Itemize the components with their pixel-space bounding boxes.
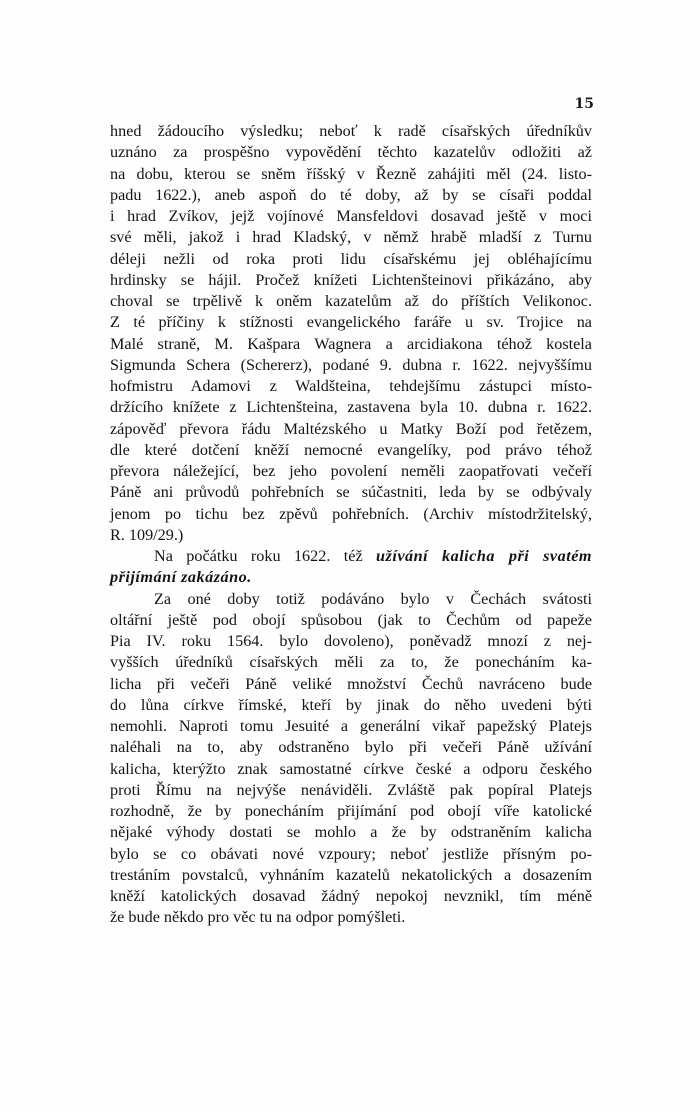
line-text: Z té příčiny k stížnosti evangelického faráře u sv. Trojice na	[110, 313, 592, 332]
text-line	[110, 164, 592, 185]
line-text: choval se trpělivě k oněm kazatelům až do příštích Velikonoc.	[110, 292, 592, 310]
line-text: rozhodně, že by ponecháním přijímání pod obojí víře katolické	[110, 802, 592, 820]
line-text: do lůna církve římské, kteří by jinak do něho uvedeni býti	[110, 695, 592, 714]
text-line	[110, 249, 592, 270]
text-line	[110, 504, 592, 525]
line-text: dle které dotčení kněží nemocné evangelíky, pod právo téhož	[110, 440, 592, 459]
text-line	[110, 907, 592, 928]
text-line	[110, 461, 592, 482]
text-line	[110, 567, 592, 588]
line-text: oltářní ještě pod obojí spůsobou (jak to Čechům od papeže	[110, 610, 592, 629]
text-line	[110, 291, 592, 312]
line-text: hrdinsky se hájil. Pročež knížeti Lichtenšteinovi přikázáno, aby	[110, 270, 592, 289]
text-line	[110, 419, 592, 440]
line-text: Na počátku roku 1622. též	[154, 547, 377, 565]
line-text: jenom po tichu bez zpěvů pohřebních. (Archiv místodržitelský,	[110, 504, 592, 523]
text-line	[110, 695, 592, 716]
text-line	[110, 844, 592, 865]
text-line	[110, 865, 592, 886]
line-text: že bude někdo pro věc tu na odpor pomýšleti.	[110, 908, 406, 927]
text-line	[110, 801, 592, 822]
text-line	[110, 440, 592, 461]
text-line	[110, 610, 592, 631]
text-line	[110, 355, 592, 376]
line-text: licha při večeři Páně veliké množství Čechů navráceno bude	[110, 674, 592, 693]
line-text: Za oné doby totiž podáváno bylo v Čechách svátosti	[154, 589, 592, 608]
text-line	[110, 206, 592, 227]
line-text: naléhali na to, aby odstraněno bylo při večeři Páně užívání	[110, 738, 592, 757]
line-text: hofmistru Adamovi z Waldšteina, tehdejšímu zástupci místo-	[110, 377, 592, 395]
line-text: převora náležející, bez jeho povolení neměli zaopatřovati večeří	[110, 462, 592, 480]
line-text: na dobu, kterou se sněm říšský v Řezně zahájiti měl (24. listo-	[110, 164, 592, 183]
text-line	[110, 185, 592, 206]
text-line	[110, 312, 592, 333]
text-line	[110, 525, 592, 546]
line-text: trestáním povstalců, vyhnáním kazatelů nekatolických a dosazením	[110, 865, 592, 884]
line-text: Sigmunda Schera (Schererz), podané 9. dubna r. 1622. nejvyššímu	[110, 355, 592, 374]
text-line	[110, 822, 592, 843]
line-text: nějaké výhody dostati se mohlo a že by odstraněním kalicha	[110, 823, 592, 842]
text-line	[110, 142, 592, 163]
line-text: déleji nežli od roka proti lidu císařskému jej obléhajícímu	[110, 249, 592, 268]
line-text: zápověď převora řádu Maltézského u Matky Boží pod řetězem,	[110, 419, 592, 438]
text-line	[110, 780, 592, 801]
line-text: držícího knížete z Lichtenšteina, zastavena byla 10. dubna r. 1622.	[110, 398, 592, 417]
line-text: proti Římu na nejvýše nenáviděli. Zvláště pak popíral Platejs	[110, 780, 592, 799]
line-text: R. 109/29.)	[110, 525, 184, 544]
body-text	[110, 121, 592, 929]
line-text: Malé straně, M. Kašpara Wagnera a arcidiakona téhož kostela	[110, 334, 592, 353]
text-line	[110, 397, 592, 418]
line-text: kalicha, kterýžto znak samostatné církve české a odporu českého	[110, 759, 592, 778]
line-text: hned žádoucího výsledku; neboť k radě císařských úředníkův	[110, 122, 592, 140]
emphasized-text: užívání kalicha při svatém	[376, 547, 592, 565]
text-line	[110, 334, 592, 355]
text-line	[110, 227, 592, 248]
text-line	[110, 589, 592, 610]
line-text: vyšších úředníků císařských měli za to, že ponecháním ka-	[110, 653, 592, 672]
line-text: i hrad Zvíkov, jejž vojínové Mansfeldovi dosavad ještě v moci	[110, 207, 592, 225]
line-text: Páně ani průvodů pohřebních se súčastniti, leda by se odbývaly	[110, 483, 592, 502]
text-line	[110, 674, 592, 695]
line-text: nemohli. Naproti tomu Jesuité a generální vikař papežský Platejs	[110, 717, 592, 735]
emphasized-text: přijímání zakázáno.	[110, 568, 252, 587]
text-line	[110, 270, 592, 291]
text-line	[110, 376, 592, 397]
line-text: uznáno za prospěšno vypovědění těchto kazatelův odložiti až	[110, 143, 592, 162]
text-line	[110, 482, 592, 503]
text-line	[110, 737, 592, 758]
text-line	[110, 652, 592, 673]
line-text: bylo se co obávati nové vzpoury; neboť jestliže přísným po-	[110, 844, 592, 863]
text-line	[110, 631, 592, 652]
page-number: 15	[574, 96, 594, 112]
text-line	[110, 716, 592, 737]
text-line	[110, 546, 592, 567]
line-text: padu 1622.), aneb aspoň do té doby, až by se císaři poddal	[110, 185, 592, 204]
line-text: Pia IV. roku 1564. bylo dovoleno), poněvadž mnozí z nej-	[110, 632, 592, 650]
text-line	[110, 121, 592, 142]
text-line	[110, 886, 592, 907]
line-text: své měli, jakož i hrad Kladský, v němž hrabě mladší z Turnu	[110, 228, 592, 247]
text-line	[110, 759, 592, 780]
line-text: kněží katolických dosavad žádný nepokoj nevznikl, tím méně	[110, 887, 592, 905]
